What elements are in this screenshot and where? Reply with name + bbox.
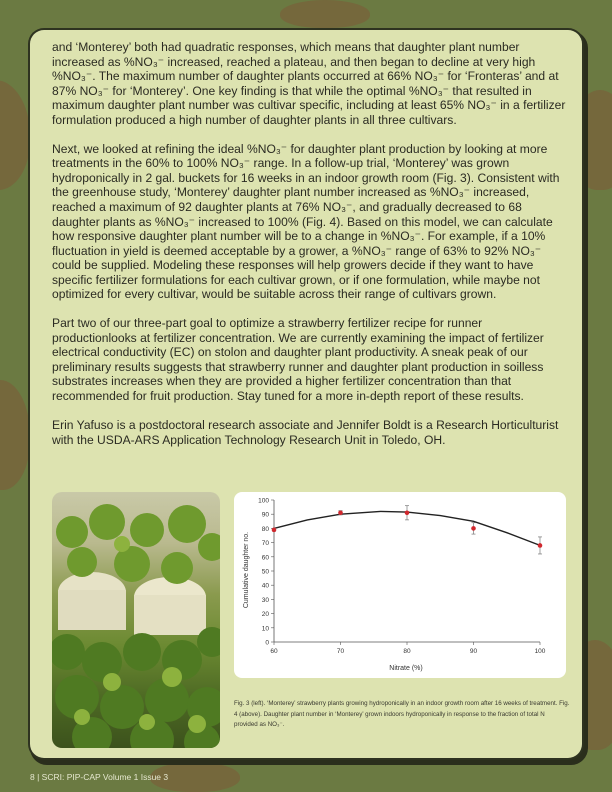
paragraph-2: Next, we looked at refining the ideal %NO₃⁻ for daughter plant production by looking at more treatments in the 60% to 100% NO₃⁻ range. In a follow-up trial, ‘Monterey’ was grown hydroponically in 2 gal. buckets for 16 weeks in an indoor growth room (Fig. 3). Consistent with the greenhouse study, ‘Monterey’ daughter plant number increased as %NO₃⁻ increased, reached a maximum of 92 daughter plants at 76% NO₃⁻, and gradually decreased to 68 daughter plants as %NO₃⁻ increased to 100% (Fig. 4). Based on this model, we can calculate how responsive daughter plant number will be to a change in %NO₃⁻. For example, if a 10% fluctuation in yield is deemed acceptable by a grower, a %NO₃⁻ range of 63% to 92% NO₃⁻ could be supplied. Modeling these responses will help growers decide if they want to have specific fertilizer formulations for each cultivar grown, or if one formulation, while maybe not optimized for every cultivar, would be suitable across their range of cultivars grown.: [52, 141, 560, 302]
page-footer: 8 | SCRI: PIP-CAP Volume 1 Issue 3: [30, 772, 169, 782]
figure-caption: Fig. 3 (left). ‘Monterey’ strawberry plants growing hydroponically in an indoor growth room after 16 weeks of treatment. Fig. 4 (above). Daughter plant number in ‘Monterey’ grown indoors hydroponically in response to the fraction of total N provided as NO₃⁻.: [234, 700, 570, 728]
x-tick-label: 100: [534, 648, 546, 655]
y-tick-label: 0: [265, 639, 269, 647]
daughter-plant-chart: [234, 492, 566, 678]
chart-axes: [274, 500, 540, 642]
y-tick-label: 40: [261, 582, 269, 590]
author-bio: Erin Yafuso is a postdoctoral research associate and Jennifer Boldt is a Research Horticulturist with the USDA-ARS Application Technology Research Unit in Toledo, OH.: [52, 418, 559, 447]
x-tick-label: 60: [270, 648, 278, 655]
y-tick-label: 90: [261, 511, 269, 519]
y-tick-label: 70: [261, 540, 269, 548]
x-tick-label: 90: [469, 648, 478, 655]
background-strawberry: [280, 0, 370, 28]
y-axis-label: Cumulative daughter no.: [243, 531, 250, 609]
data-point: [538, 543, 543, 548]
x-tick-label: 80: [403, 648, 411, 655]
data-point: [272, 528, 277, 533]
data-points-layer: [272, 506, 543, 554]
data-point: [471, 526, 476, 531]
background-strawberry: [0, 80, 30, 190]
y-tick-label: 20: [261, 611, 269, 619]
x-axis-label: Nitrate (%): [389, 665, 423, 672]
y-tick-label: 100: [258, 497, 269, 505]
data-point: [338, 510, 343, 515]
paragraph-1: and ‘Monterey’ both had quadratic responses, which means that daughter plant number increased as %NO₃⁻ increased, reached a plateau, and then began to decline at very high %NO₃⁻. The maximum number of daughter plants occurred at 66% NO₃⁻ for ‘Fronteras’ and at 87% NO₃⁻ for ‘Monterey’. One key finding is that while the optimal %NO₃⁻ that resulted in maximum daughter plant number was cultivar specific, including at least 65% NO₃⁻ in a fertilizer formulation produced a high number of daughter plants in all three cultivars.: [52, 40, 566, 127]
photo-illustration: [52, 492, 220, 748]
x-tick-label: 70: [336, 648, 345, 655]
y-tick-label: 80: [261, 525, 269, 533]
y-tick-label: 10: [261, 625, 269, 633]
paragraph-3: Part two of our three-part goal to optimize a strawberry fertilizer recipe for runner productionlooks at fertilizer concentration. We are currently examining the impact of fertilizer electrical conductivity (EC) on stolon and daughter plant productivity. A sneak peak of our preliminary results suggests that strawberry runner and daughter plant production in soilless substrates increases when they are provided a higher fertilizer concentration than that recommended for fruit production. Stay tuned for a more in-depth report of these results.: [52, 316, 544, 404]
article-body: [52, 40, 566, 462]
y-tick-label: 60: [261, 554, 269, 562]
data-point: [405, 510, 410, 515]
strawberry-plants-photo: [52, 492, 220, 748]
background-strawberry: [0, 380, 30, 490]
y-tick-label: 30: [261, 596, 269, 604]
y-tick-label: 50: [261, 568, 269, 576]
chart-canvas: [234, 492, 566, 678]
